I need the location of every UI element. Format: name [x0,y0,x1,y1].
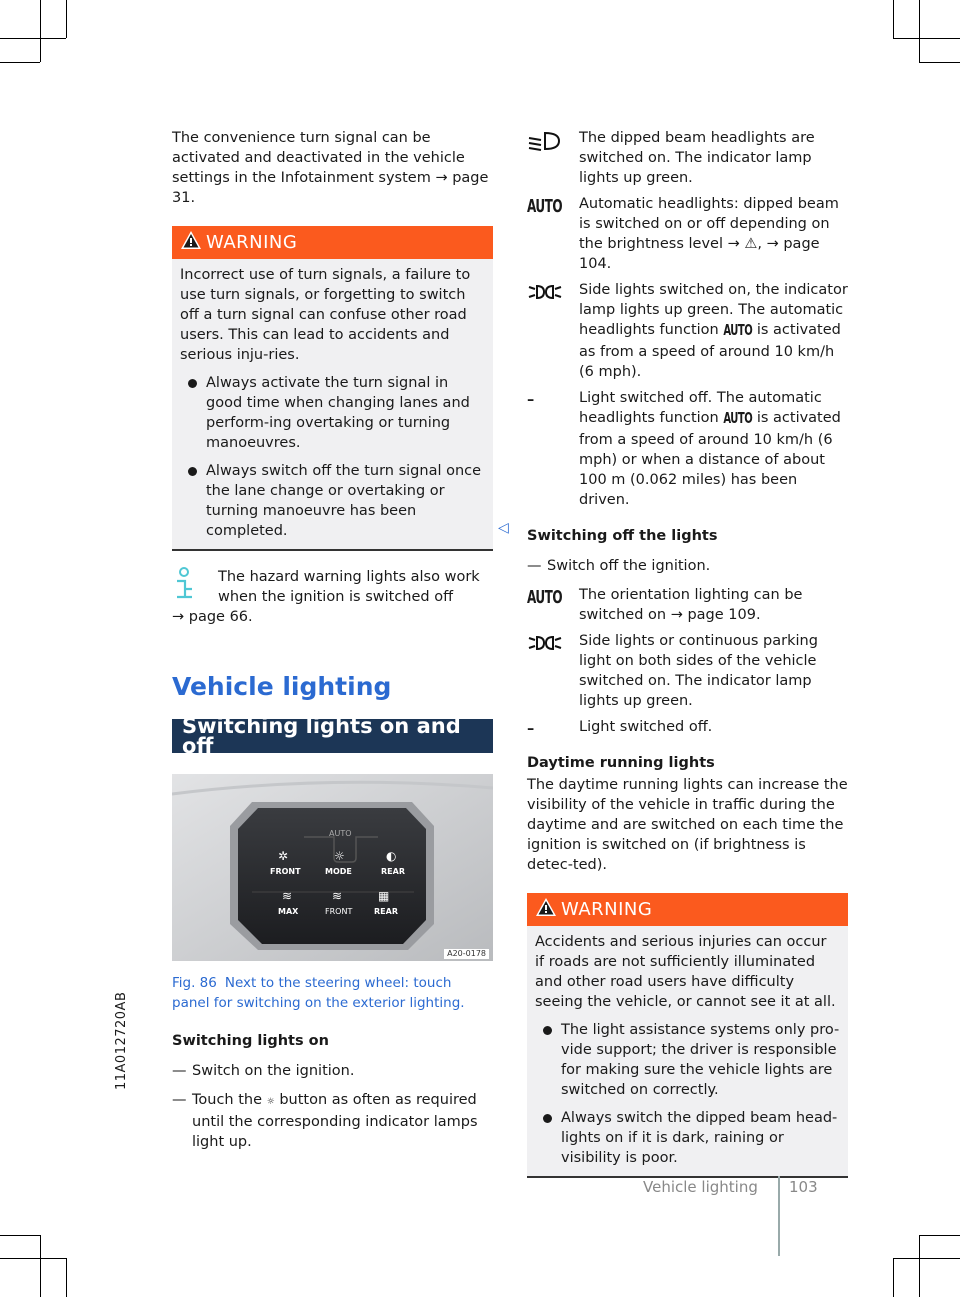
warning-title: WARNING [561,898,653,920]
warning-text: Incorrect use of turn signals, a failure to use turn signals, or forgetting to switch off a turn signal can confuse other road users. This can lead to accidents and serious inju-ries. [180,267,471,363]
warning-bullet: Always switch off the turn signal once the lane change or overtaking or turning manoeuvre has been completed. [180,461,485,541]
warning-bullet: Always activate the turn signal in good time when changing lanes and perform-ing overtaking or turning manoeuvres. [180,373,485,453]
light-mode-item: Side lights or continuous parking light on both sides of the vehicle switched on. The indicator lamp lights up green. [527,631,848,711]
front-window-button: FRONT [325,907,353,916]
side-lights-icon [527,282,563,304]
front-defrost-button: FRONT [270,867,301,876]
warning-small-icon: ⚠ [744,236,758,252]
warning-body [172,259,493,551]
dipped-beam-icon [527,130,563,152]
drl-heading: Daytime running lights [527,755,715,771]
right-column [527,128,848,1178]
step-item: — Touch the ☼ button as often as required until the corresponding indicator lamps light up. [172,1092,478,1150]
warning-icon [180,230,202,255]
warning-icon [535,897,557,922]
crop-mark [0,1258,66,1259]
auto-icon: AUTO [527,195,563,217]
mode-icon: ☼ [266,1097,275,1107]
crop-mark [893,0,894,38]
light-mode-item: The dipped beam headlights are switched on. The indicator lamp lights up green. [527,128,848,188]
crop-mark [66,0,67,38]
crop-mark [919,0,920,62]
crop-mark [66,1258,67,1297]
warning-bullet: The light assistance systems only pro-vide support; the driver is responsible for making sure the vehicle lights are switched on correctly. [535,1020,840,1100]
note-block [172,567,493,607]
warning-box [527,893,848,1178]
warning-box [172,226,493,551]
crop-mark [893,38,960,39]
section-end-marker-icon: ◁ [498,520,509,536]
info-icon [172,567,196,607]
auto-icon: AUTO [527,586,563,608]
crop-mark [919,1235,960,1236]
crop-mark [40,0,41,62]
side-code: 11A012720AB [114,991,129,1090]
light-mode-item: Side lights switched on, the indicator lamp lights up green. The automatic headlights function AUTO is activated as from a speed of around 10 km/h (6 mph). [527,280,848,382]
crop-mark [0,1235,40,1236]
drl-paragraph: The daytime running lights can increase the visibility of the vehicle in traffic during the daytime and are switched on each time the ignition is switched on (if brightness is detec-ted). [527,777,848,873]
figure-touch-panel [172,774,493,961]
rear-window-button: REAR [374,907,398,916]
warning-body [527,926,848,1178]
side-lights-icon [527,633,563,655]
chapter-title: Vehicle lighting [172,672,392,701]
switching-on-heading: Switching lights on [172,1033,329,1049]
headlight-icon: ✲ [278,849,289,863]
section-band: Switching lights on and off [172,719,493,753]
lights-off-dash: – [527,721,535,737]
light-mode-item: – Light switched off. [527,717,848,737]
mode-button: MODE [325,867,352,876]
crop-mark [919,62,960,63]
light-mode-item: AUTO Automatic headlights: dipped beam is switched on or off depending on the brightness level → ⚠, → page 104. [527,195,839,272]
auto-label: AUTO [329,829,352,838]
windscreen-icon: ≋ [332,889,343,903]
step-item: — Switch off the ignition. [527,558,711,574]
warning-header [527,893,848,926]
rear-window-icon: ▦ [378,889,390,903]
footer-divider [778,1176,780,1256]
page-number: 103 [789,1178,818,1196]
crop-mark [0,62,40,63]
crop-mark [40,1235,41,1297]
rear-fog-button: REAR [381,867,405,876]
note-reference: → page 66. [172,609,253,625]
crop-mark [893,1258,960,1259]
warning-bullet: Always switch the dipped beam head-lights on if it is dark, raining or visibility is poor. [535,1108,840,1168]
figure-caption-text: Next to the steering wheel: touch panel for switching on the exterior lighting. [172,975,465,1011]
figure-label: Fig. 86 [172,975,217,991]
step-item: — Switch on the ignition. [172,1063,355,1079]
light-icon: ☼ [334,849,345,863]
intro-paragraph: The convenience turn signal can be activated and deactivated in the vehicle settings in the Infotainment system → page 31. [172,130,489,206]
left-column [172,128,493,1152]
crop-mark [919,1235,920,1297]
light-mode-item: AUTO The orientation lighting can be switched on → page 109. [527,586,803,623]
warning-text: Accidents and serious injuries can occur if roads are not sufficiently illuminated and other road users have difficulty seeing the vehicle, or cannot see it at all. [535,934,836,1010]
footer-section: Vehicle lighting [643,1178,758,1196]
max-defrost-button: MAX [278,907,299,916]
figure-caption [172,973,493,1013]
light-mode-item: – Light switched off. The automatic headlights function AUTO is activated from a speed of around 10 km/h (6 mph) or when a distance of about 100 m (0.062 miles) has been driven. [527,390,841,508]
figure-code: A20-0178 [444,949,489,959]
switching-off-heading: Switching off the lights [527,528,718,544]
warning-title: WARNING [206,231,298,253]
defrost-icon: ≋ [282,889,293,903]
lights-off-dash: – [527,392,535,408]
fog-light-icon: ◐ [386,849,397,863]
warning-header [172,226,493,259]
crop-mark [893,1258,894,1297]
crop-mark [0,38,66,39]
note-text: The hazard warning lights also work when the ignition is switched off [218,569,480,605]
